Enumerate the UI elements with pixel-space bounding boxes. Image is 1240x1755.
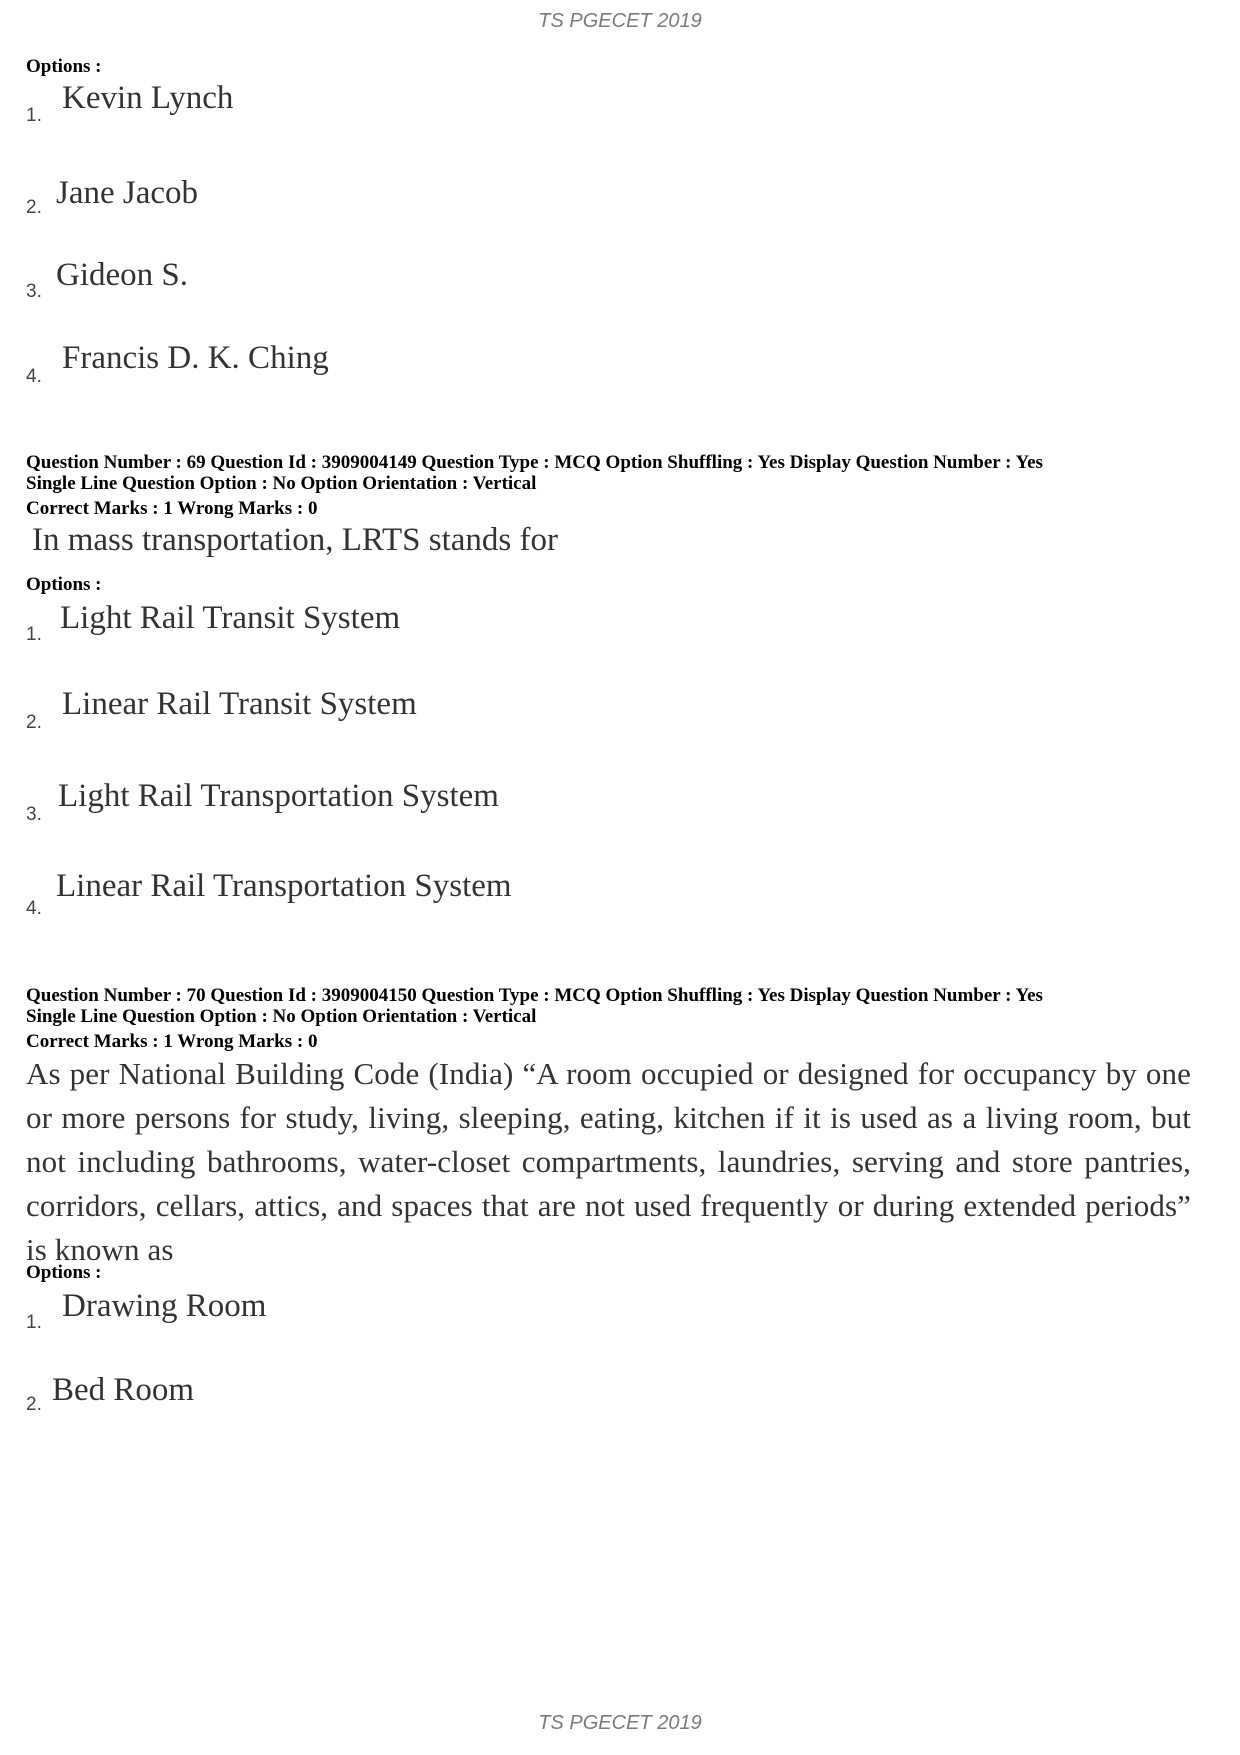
q69-options-label: Options : <box>26 574 102 595</box>
option-number: 1. <box>26 624 42 645</box>
option-text: Jane Jacob <box>56 175 199 211</box>
q70-meta-line2: Single Line Question Option : No Option Orientation : Vertical <box>26 1006 537 1027</box>
option-number: 1. <box>26 1312 42 1333</box>
q70-meta <box>26 985 1216 1027</box>
option-number: 2. <box>26 712 42 733</box>
option-number: 3. <box>26 804 42 825</box>
option-number: 3. <box>26 281 42 302</box>
option-text: Francis D. K. Ching <box>62 340 329 376</box>
option-number: 1. <box>26 105 42 126</box>
option-number: 4. <box>26 898 42 919</box>
option-number: 2. <box>26 197 42 218</box>
q70-question-text: As per National Building Code (India) “A room occupied or designed for occupancy by one or more persons for study, living, sleeping, eating, kitchen if it is used as a living room, but not including bathrooms, water-closet compartments, laundries, serving and store pantries, corridors, cellars, attics, and spaces that are not used frequently or during extended periods” is known as <box>26 1056 1191 1267</box>
option-text: Kevin Lynch <box>62 80 234 116</box>
option-text: Linear Rail Transportation System <box>56 868 512 904</box>
page-header: TS PGECET 2019 <box>538 10 702 32</box>
q70-meta-line1: Question Number : 70 Question Id : 3909004150 Question Type : MCQ Option Shuffling : Yes Display Question Number : Yes <box>26 985 1043 1006</box>
q69-meta <box>26 452 1216 494</box>
q69-meta-line1: Question Number : 69 Question Id : 3909004149 Question Type : MCQ Option Shuffling : Yes Display Question Number : Yes <box>26 452 1043 473</box>
option-text: Drawing Room <box>62 1288 267 1324</box>
q69-meta-line2: Single Line Question Option : No Option Orientation : Vertical <box>26 473 537 494</box>
option-text: Linear Rail Transit System <box>62 686 417 722</box>
q69-marks: Correct Marks : 1 Wrong Marks : 0 <box>26 498 318 519</box>
option-text: Light Rail Transit System <box>60 600 401 636</box>
option-text: Light Rail Transportation System <box>58 778 499 814</box>
q70-options-label: Options : <box>26 1262 102 1283</box>
option-text: Bed Room <box>52 1372 195 1408</box>
q68-options-label: Options : <box>26 56 102 77</box>
option-text: Gideon S. <box>56 257 188 293</box>
q69-question-text: In mass transportation, LRTS stands for <box>32 522 558 558</box>
option-number: 2. <box>26 1394 42 1415</box>
page-footer: TS PGECET 2019 <box>538 1712 702 1734</box>
q70-marks: Correct Marks : 1 Wrong Marks : 0 <box>26 1031 318 1052</box>
option-number: 4. <box>26 366 42 387</box>
